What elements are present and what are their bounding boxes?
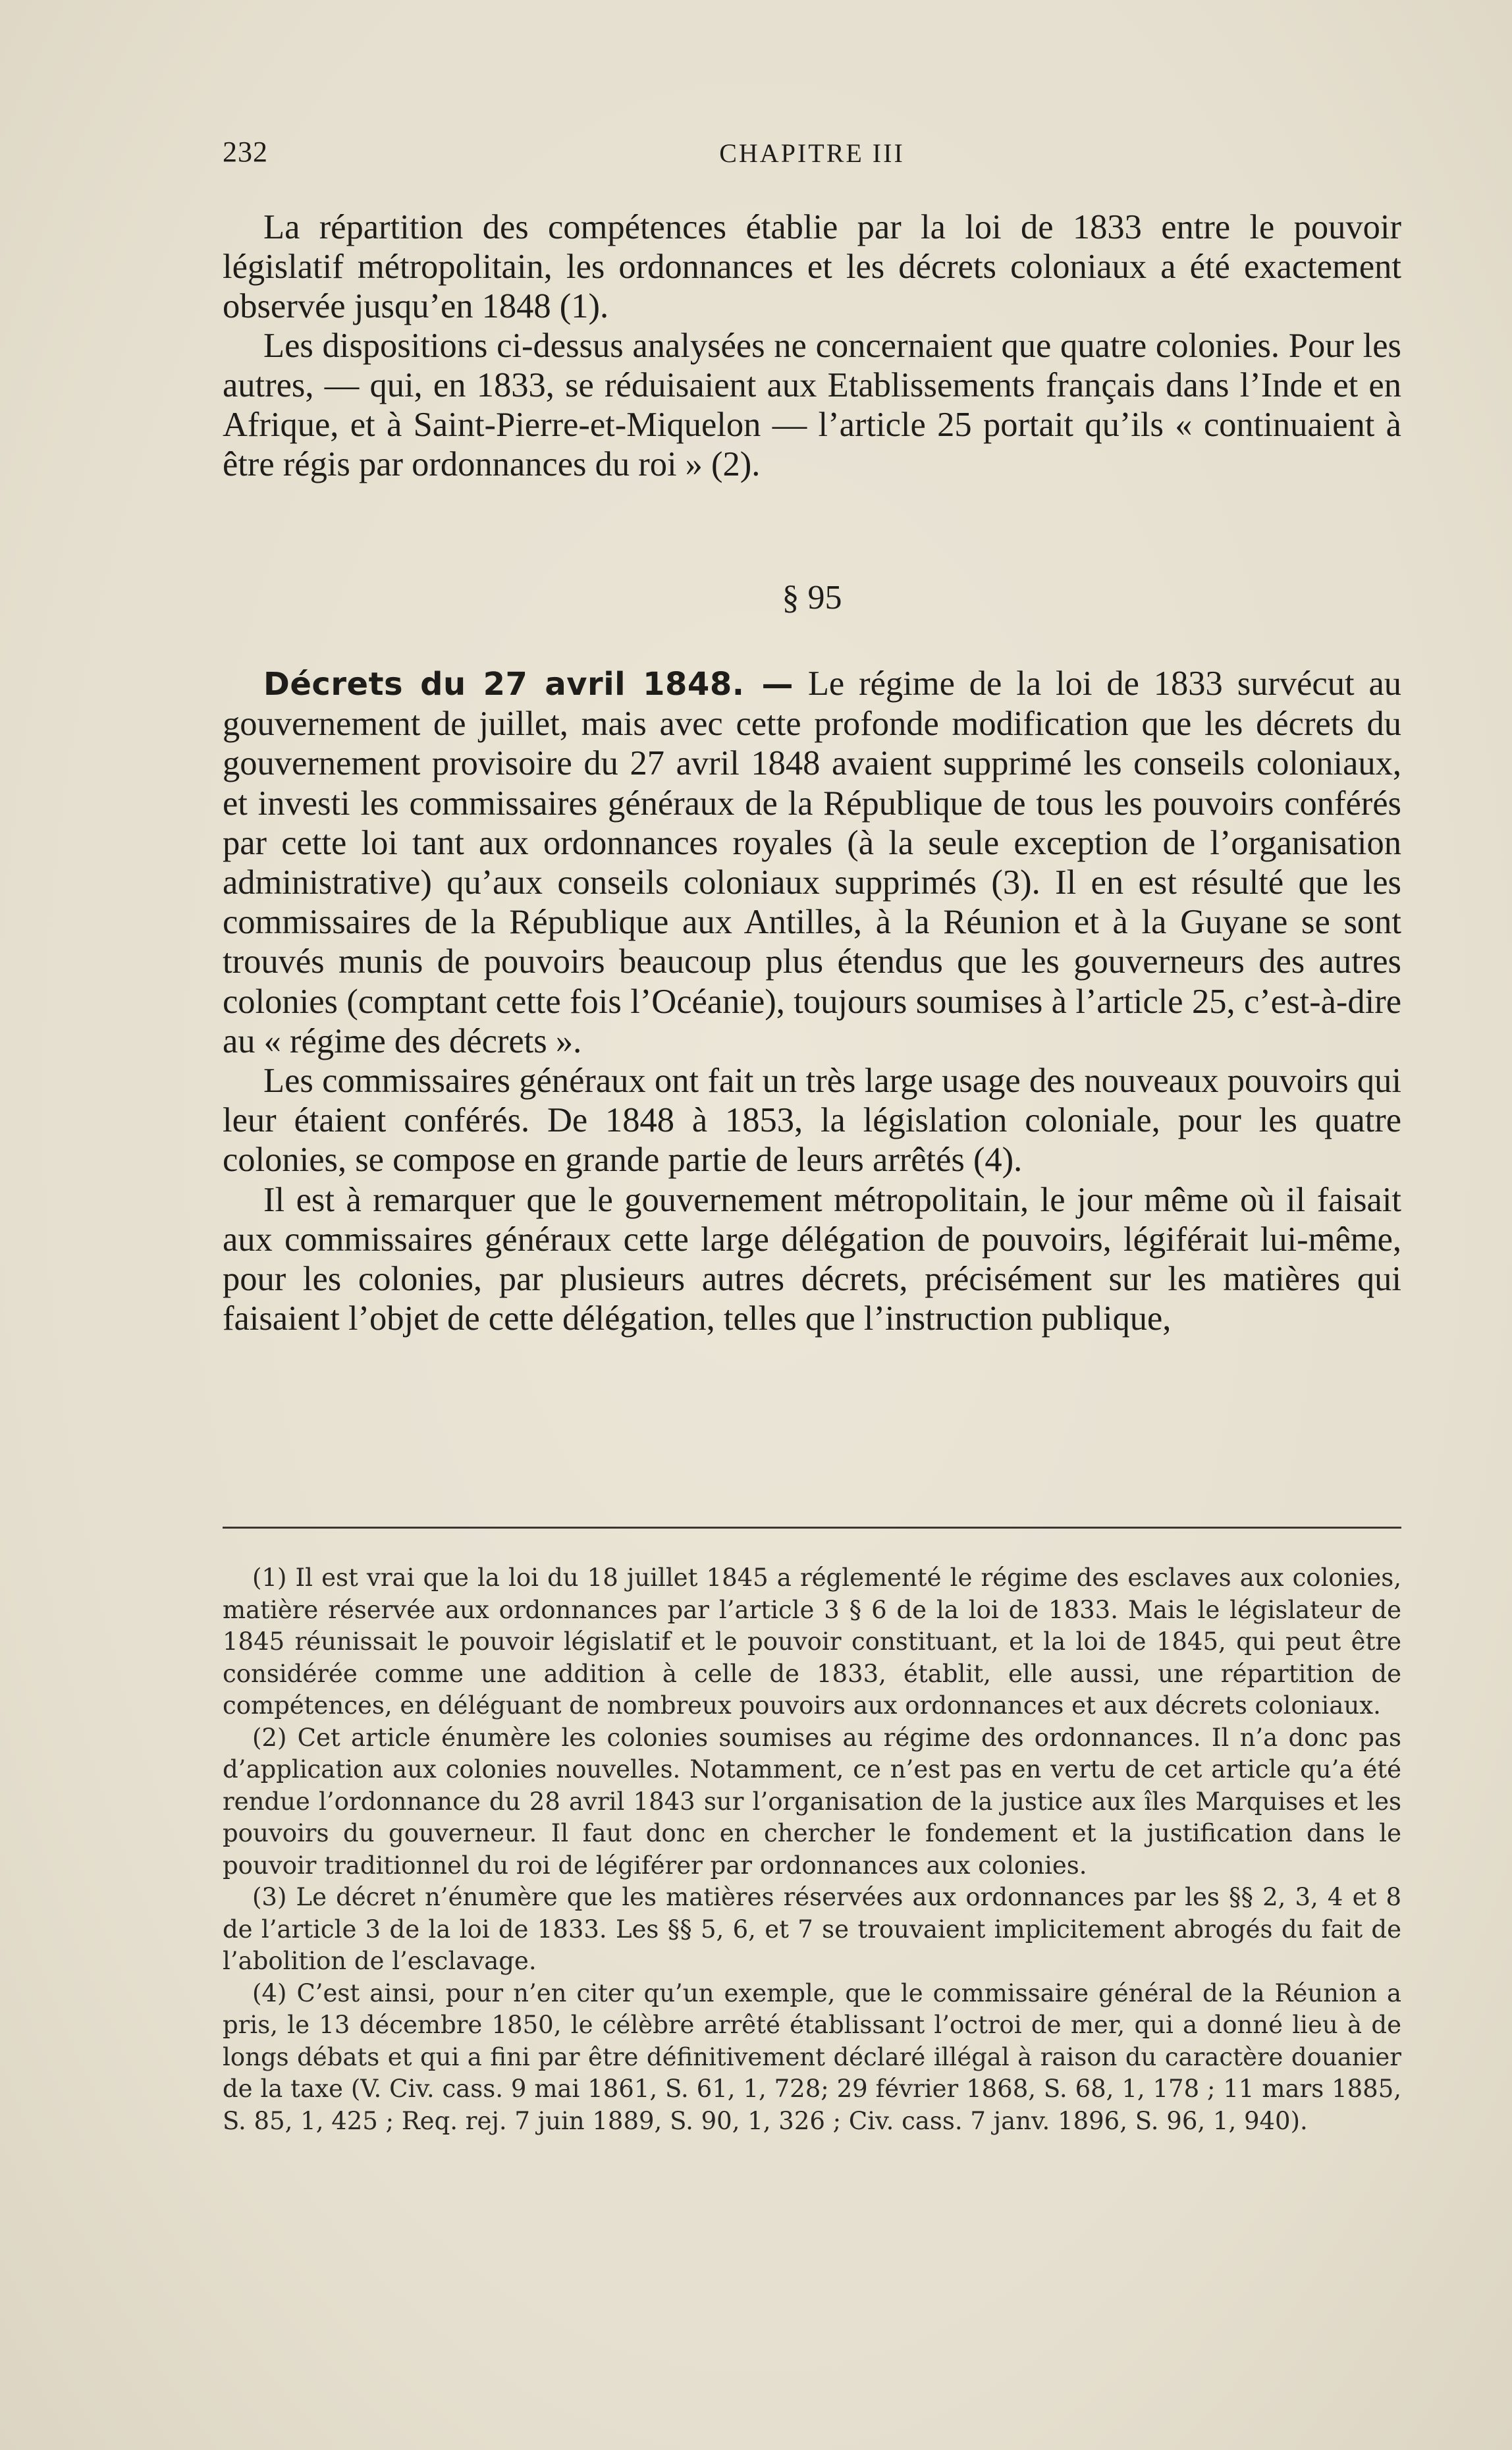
page-header [223, 135, 1401, 175]
paragraph: Les commissaires généraux ont fait un très large usage des nouveaux pouvoirs qui leur étaient conférés. De 1848 à 1853, la législation coloniale, pour les quatre colonies, se compose en grande partie de leurs arrêtés (4). [223, 1062, 1401, 1180]
paragraph: Les dispositions ci-dessus analysées ne concernaient que quatre colonies. Pour les autres, — qui, en 1833, se réduisaient aux Etablissements français dans l’Inde et en Afrique, et à Saint-Pierre-et-Miquelon — l’article 25 portait qu’ils « continuaient à être régis par ordonnances du roi » (2). [223, 327, 1401, 483]
footnotes [223, 1562, 1401, 2137]
paragraph: La répartition des compétences établie par la loi de 1833 entre le pouvoir législatif métropolitain, les ordonnances et les décrets coloniaux a été exactement observée jusqu’en 1848 (1). [223, 208, 1401, 325]
section-lead: Décrets du 27 avril 1848. — [263, 666, 794, 703]
paragraph [223, 664, 1401, 1061]
body-text-top [223, 207, 1401, 484]
paragraph-text: Le régime de la loi de 1833 survécut au gouvernement de juillet, mais avec cette profonde modification que les décrets du gouvernement provisoire du 27 avril 1848 avaient supprimé les conseils coloniaux, et investi les commissaires généraux de la République de tous les pouvoirs conférés par cette loi tant aux ordonnances royales (à la seule exception de l’organisation administrative) qu’aux conseils coloniaux supprimés (3). Il en est résulté que les commissaires de la République aux Antilles, à la Réunion et à la Guyane se sont trouvés munis de pouvoirs beaucoup plus étendus que les gouverneurs des autres colonies (comptant cette fois l’Océanie), toujours soumises à l’article 25, c’est-à-dire au « régime des décrets ». [223, 665, 1402, 1060]
footnote: (1) Il est vrai que la loi du 18 juillet 1845 a réglementé le régime des esclaves aux colonies, matière réservée aux ordonnances par l’article 3 § 6 de la loi de 1833. Mais le législateur de 1845 réunissait le pouvoir législatif et le pouvoir constituant, et la loi de 1845, qui peut être considérée comme une addition à celle de 1833, établit, elle aussi, une répartition de compétences, en déléguant de nombreux pouvoirs aux ordonnances et aux décrets coloniaux. [223, 1564, 1401, 1720]
running-title: CHAPITRE III [719, 138, 905, 168]
footnote: (2) Cet article énumère les colonies soumises au régime des ordonnances. Il n’a donc pas d’application aux colonies nouvelles. Notamment, ce n’est pas en vertu de cet article qu’a été rendue l’ordonnance du 28 avril 1843 sur l’organisation de la justice aux îles Marquises et les pouvoirs du gouverneur. Il faut donc en chercher le fondement et la justification dans le pouvoir traditionnel du roi de légiférer par ordonnances aux colonies. [223, 1723, 1401, 1880]
section-title: § 95 [782, 579, 842, 616]
paragraph: Il est à remarquer que le gouvernement métropolitain, le jour même où il faisait aux commissaires généraux cette large délégation de pouvoirs, légiférait lui-même, pour les colonies, par plusieurs autres décrets, précisément sur les matières qui faisaient l’objet de cette délégation, telles que l’instruction publique, [223, 1180, 1401, 1338]
footnote-separator [223, 1527, 1401, 1529]
page-number: 232 [223, 136, 268, 168]
footnote: (4) C’est ainsi, pour n’en citer qu’un exemple, que le commissaire général de la Réunion a pris, le 13 décembre 1850, le célèbre arrêté établissant l’octroi de mer, qui a donné lieu à de longs débats et qui a fini par être définitivement déclaré illégal à raison du caractère douanier de la taxe (V. Civ. cass. 9 mai 1861, S. 61, 1, 728; 29 février 1868, S. 68, 1, 178 ; 11 mars 1885, S. 85, 1, 425 ; Req. rej. 7 juin 1889, S. 90, 1, 326 ; Civ. cass. 7 janv. 1896, S. 96, 1, 940). [223, 1978, 1401, 2135]
section-body [223, 664, 1401, 1338]
footnote: (3) Le décret n’énumère que les matières réservées aux ordonnances par les §§ 2, 3, 4 et 8 de l’article 3 de la loi de 1833. Les §§ 5, 6, et 7 se trouvaient implicitement abrogés du fait de l’abolition de l’esclavage. [223, 1883, 1401, 1975]
